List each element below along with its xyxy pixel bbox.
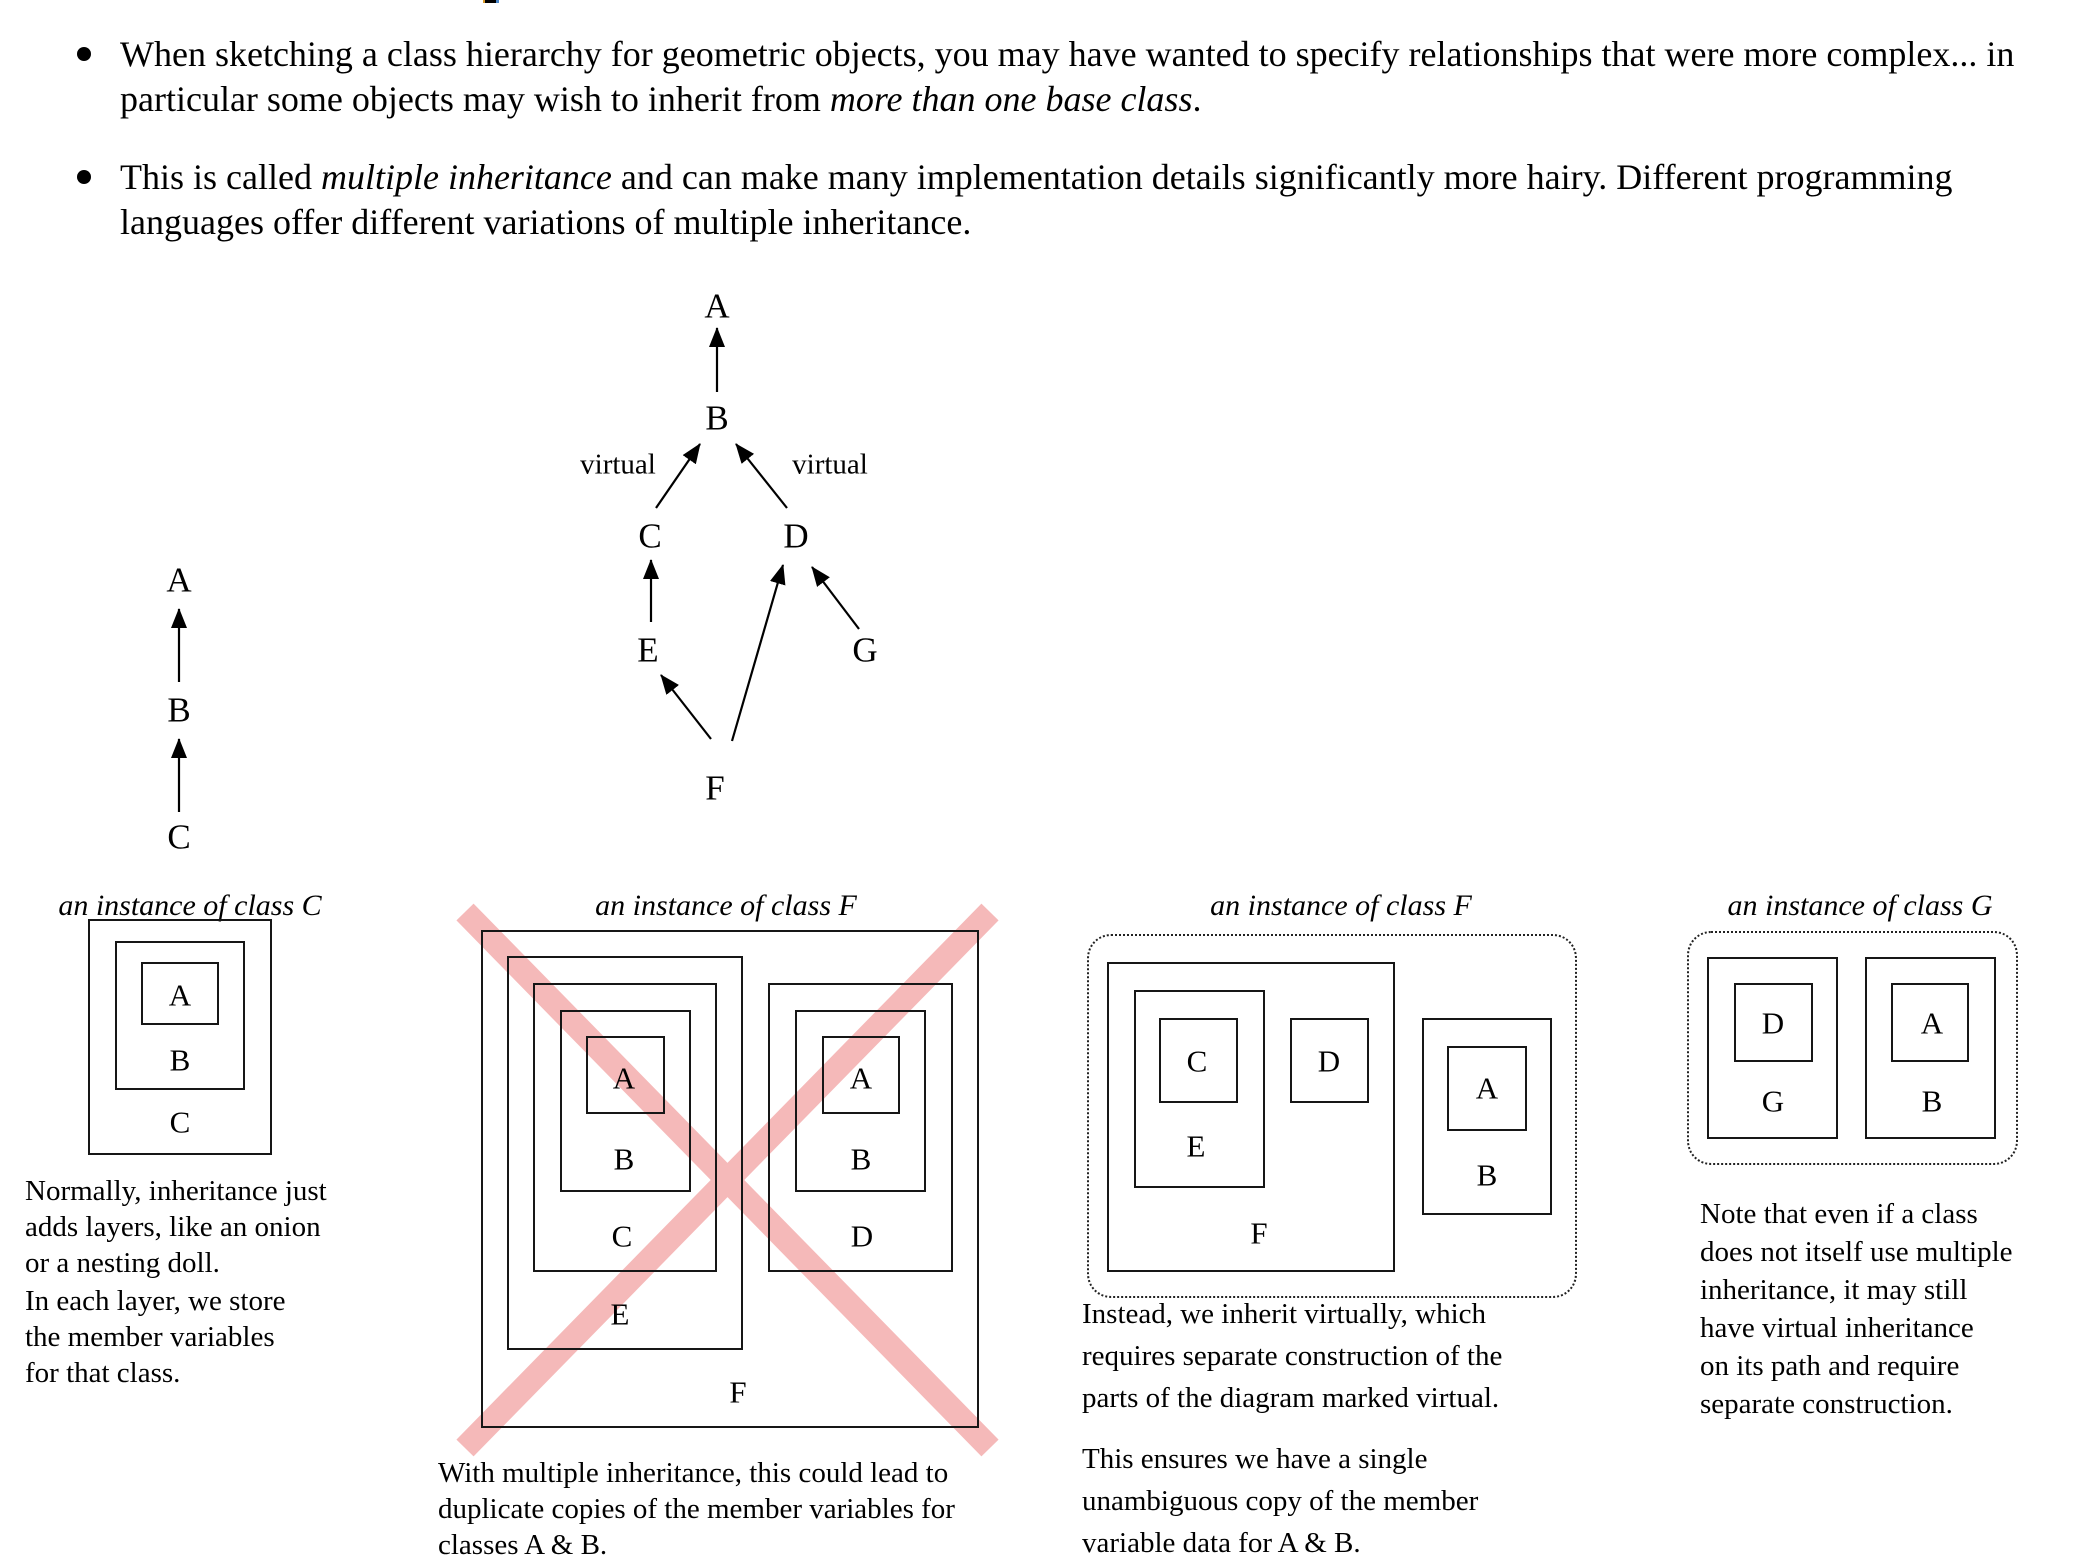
memory-label-d: D	[1761, 1005, 1785, 1041]
arrow-g-to-d	[812, 567, 859, 629]
caption-line: on its path and require	[1700, 1350, 1960, 1382]
arrow-d-to-b	[736, 444, 787, 508]
memory-label-c: C	[1186, 1043, 1208, 1079]
bullet-1-post: .	[1192, 79, 1202, 119]
caption-line: Normally, inheritance just	[25, 1175, 327, 1207]
bullet-text-1	[120, 32, 2070, 122]
panel-caption	[1700, 1195, 2013, 1423]
panel-caption	[25, 1173, 327, 1281]
memory-label-a-left: A	[612, 1060, 636, 1096]
caption-line: This ensures we have a single	[1082, 1443, 1428, 1475]
caption-line: for that class.	[25, 1357, 181, 1389]
memory-label-g: G	[1761, 1083, 1785, 1119]
arrow-f-to-d	[732, 565, 783, 741]
memory-label-a: A	[168, 977, 192, 1013]
caption-line: variable data for A & B.	[1082, 1527, 1361, 1559]
panel-caption	[1082, 1438, 1478, 1564]
caption-line: requires separate construction of the	[1082, 1340, 1503, 1372]
bullet-icon	[77, 170, 91, 184]
arrow-c-to-b	[656, 444, 700, 508]
bullet-item-1	[77, 32, 2070, 122]
hierarchy-node-b: B	[167, 690, 191, 730]
bullet-1-pre: When sketching a class hierarchy for geometric objects, you may have wanted to specify relationships that were more complex... in particular some objects may wish to inherit from	[120, 34, 2015, 119]
caption-line: parts of the diagram marked virtual.	[1082, 1382, 1500, 1414]
memory-label-a: A	[1920, 1005, 1944, 1041]
hierarchy-node-g: G	[852, 630, 878, 670]
memory-label-b-right: B	[850, 1141, 872, 1177]
caption-line: have virtual inheritance	[1700, 1312, 1974, 1344]
caption-line: duplicate copies of the member variables for	[438, 1493, 955, 1525]
panel-instance-f-virtual	[1080, 885, 1600, 1562]
hierarchy-arrows-svg	[540, 280, 970, 900]
panel-caption	[25, 1283, 286, 1391]
hierarchy-node-f: F	[705, 768, 725, 808]
caption-line: unambiguous copy of the member	[1082, 1485, 1479, 1517]
panel-title: an instance of class G	[1727, 889, 1993, 922]
hierarchy-node-b: B	[705, 398, 729, 438]
virtual-inheritance-label-left: virtual	[580, 448, 656, 481]
memory-label-b: B	[169, 1042, 191, 1078]
memory-label-d: D	[1317, 1043, 1341, 1079]
panel-caption	[438, 1455, 955, 1563]
caption-line: separate construction.	[1700, 1388, 1953, 1420]
caption-line: does not itself use multiple	[1700, 1236, 2013, 1268]
hierarchy-node-d: D	[783, 516, 809, 556]
bullet-icon	[77, 47, 91, 61]
memory-label-c: C	[611, 1218, 633, 1254]
panel-title: an instance of class C	[58, 889, 322, 922]
memory-label-b: B	[1476, 1157, 1498, 1193]
memory-label-a: A	[1475, 1070, 1499, 1106]
caption-line: Note that even if a class	[1700, 1198, 1978, 1230]
panel-instance-c	[20, 885, 420, 1445]
class-hierarchy-multiple	[540, 280, 970, 900]
bullet-2-emphasis: multiple inheritance	[320, 157, 612, 197]
caption-line: adds layers, like an onion	[25, 1211, 321, 1243]
memory-label-f: F	[729, 1374, 747, 1410]
panel-caption	[1082, 1293, 1502, 1419]
bullet-item-2	[77, 155, 2070, 245]
caption-line: or a nesting doll.	[25, 1247, 220, 1279]
panel-title: an instance of class F	[1210, 889, 1472, 922]
virtual-inheritance-label-right: virtual	[792, 448, 868, 481]
hierarchy-node-a: A	[704, 286, 730, 326]
caption-line: the member variables	[25, 1321, 275, 1353]
memory-label-e: E	[610, 1296, 630, 1332]
memory-label-a-right: A	[849, 1060, 873, 1096]
memory-label-d: D	[850, 1218, 874, 1254]
caption-line: In each layer, we store	[25, 1285, 286, 1317]
memory-label-e: E	[1186, 1128, 1206, 1164]
hierarchy-node-c: C	[167, 817, 191, 857]
caption-line: classes A & B.	[438, 1529, 608, 1561]
caption-line: Instead, we inherit virtually, which	[1082, 1298, 1487, 1330]
class-hierarchy-simple	[110, 545, 250, 875]
hierarchy-node-a: A	[166, 560, 192, 600]
panel-instance-g	[1687, 885, 2097, 1562]
memory-label-b-left: B	[613, 1141, 635, 1177]
caption-line: inheritance, it may still	[1700, 1274, 1968, 1306]
panel-title: an instance of class F	[595, 889, 857, 922]
memory-label-c: C	[169, 1104, 191, 1140]
caption-line: With multiple inheritance, this could lead to	[438, 1457, 949, 1489]
bullet-2-pre: This is called	[120, 157, 321, 197]
memory-label-f: F	[1250, 1215, 1268, 1251]
arrow-f-to-e	[661, 675, 711, 739]
memory-label-b: B	[1921, 1083, 1943, 1119]
bullet-2-post: and can make many implementation details significantly more hairy. Different programming languages offer different variations of multiple inheritance.	[120, 157, 1953, 242]
hierarchy-node-e: E	[637, 630, 659, 670]
hierarchy-node-c: C	[638, 516, 662, 556]
bullet-text-2	[120, 155, 2070, 245]
bullet-1-emphasis: more than one base class	[829, 79, 1193, 119]
clipped-title-fragment	[483, 0, 499, 3]
panel-instance-f-duplicated	[438, 885, 1018, 1562]
